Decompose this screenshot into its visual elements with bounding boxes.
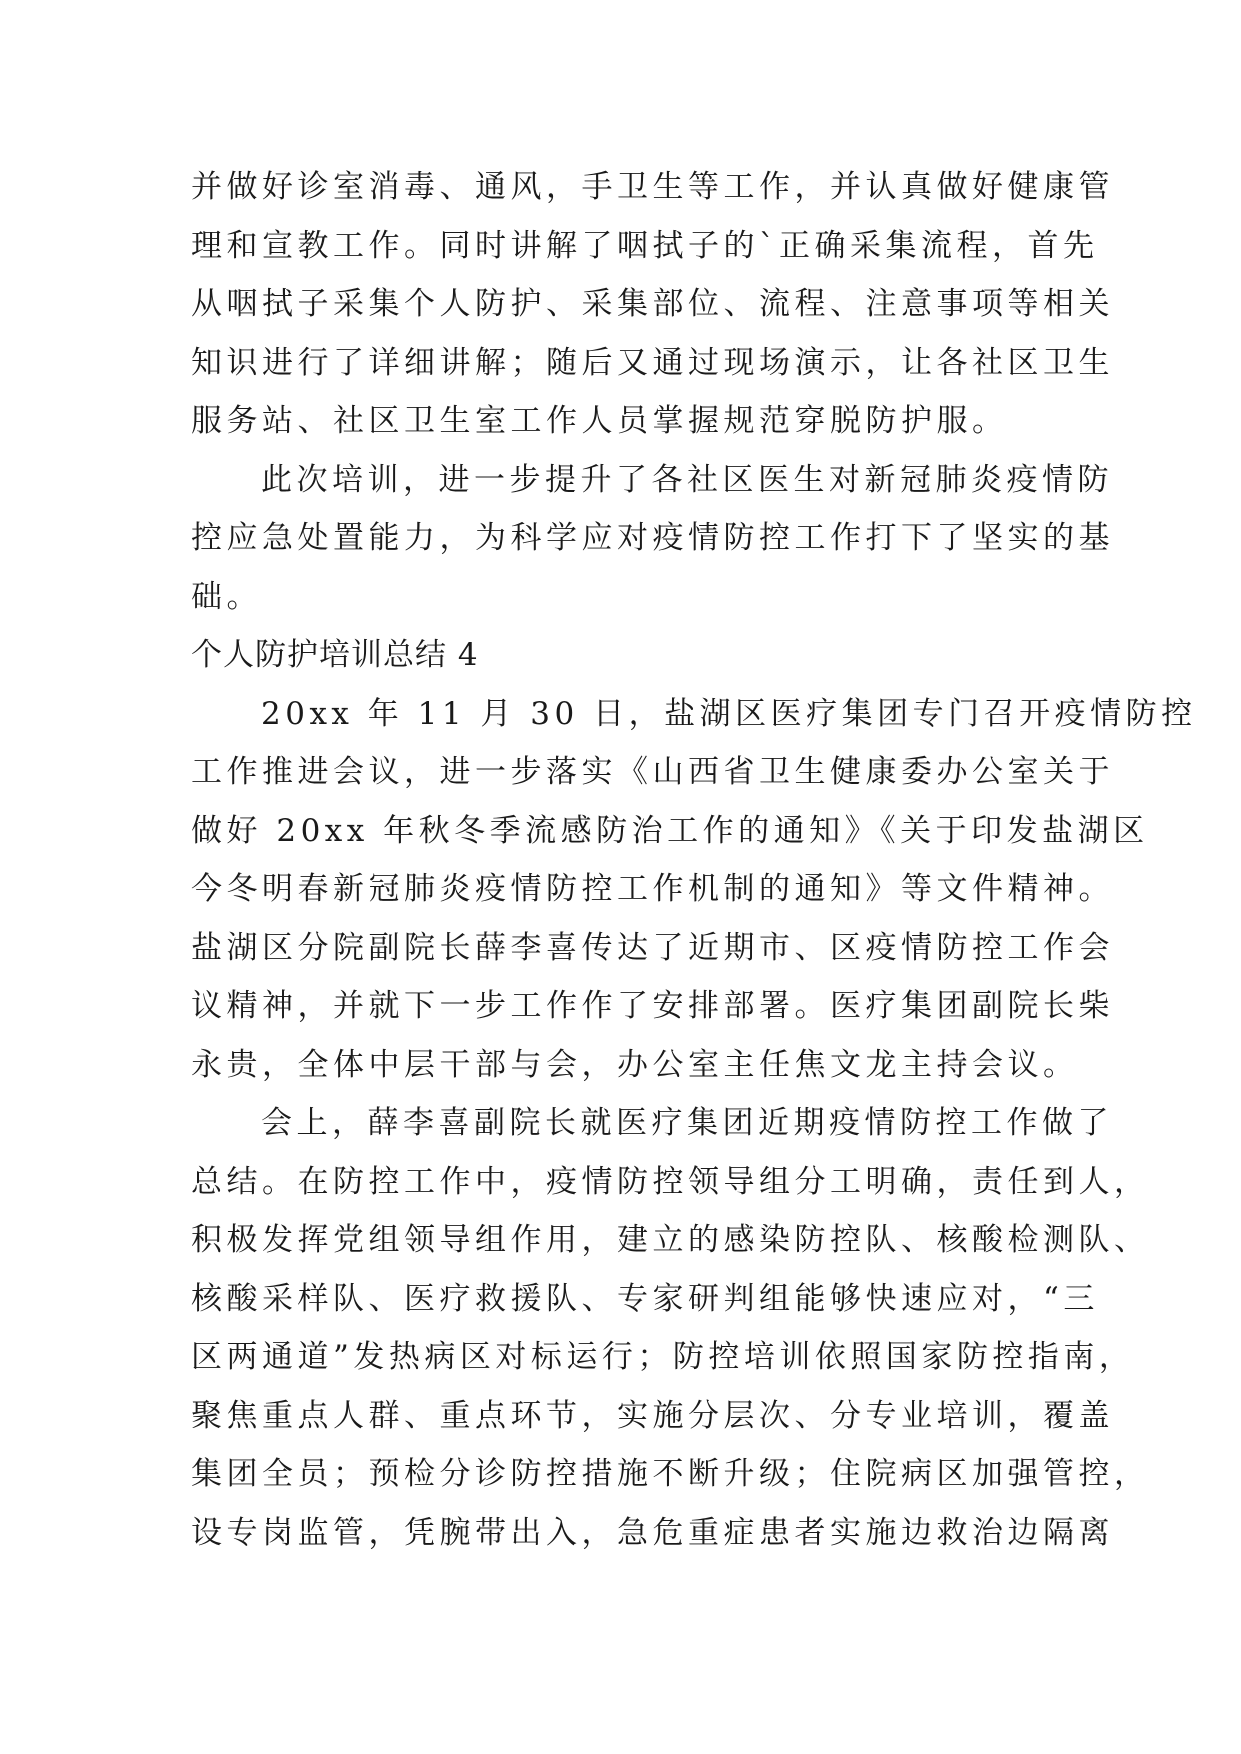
body-line: 区两通道”发热病区对标运行；防控培训依照国家防控指南， [191,1339,1135,1375]
body-line: 盐湖区分院副院长薛李喜传达了近期市、区疫情防控工作会 [191,929,1114,966]
body-line: 聚焦重点人群、重点环节，实施分层次、分专业培训，覆盖 [191,1397,1114,1434]
document-body [191,158,1197,1562]
paragraph-first-line: 20xx 年 11 月 30 日，盐湖区医疗集团专门召开疫情防控 [261,695,1197,732]
body-line: 今冬明春新冠肺炎疫情防控工作机制的通知》等文件精神。 [191,871,1114,907]
body-line: 服务站、社区卫生室工作人员掌握规范穿脱防护服。 [191,403,1008,439]
body-line: 永贵，全体中层干部与会，办公室主任焦文龙主持会议。 [191,1046,1079,1083]
body-line: 集团全员；预检分诊防控措施不断升级；住院病区加强管控， [191,1456,1150,1492]
body-line: 理和宣教工作。同时讲解了咽拭子的`正确采集流程，首先 [191,227,1099,264]
body-line: 积极发挥党组领导组作用，建立的感染防控队、核酸检测队、 [191,1222,1150,1258]
body-line: 做好 20xx 年秋冬季流感防治工作的通知》《关于印发盐湖区 [191,812,1149,849]
body-line: 核酸采样队、医疗救援队、专家研判组能够快速应对，“三 [191,1280,1099,1317]
body-line: 知识进行了详细讲解；随后又通过现场演示，让各社区卫生 [191,344,1114,381]
body-line: 控应急处置能力，为科学应对疫情防控工作打下了坚实的基 [191,520,1114,556]
paragraph-first-line: 会上，薛李喜副院长就医疗集团近期疫情防控工作做了 [261,1105,1113,1141]
section-heading: 个人防护培训总结 4 [191,637,479,673]
body-line: 工作推进会议，进一步落实《山西省卫生健康委办公室关于 [191,754,1114,790]
body-line: 础。 [191,578,262,615]
body-line: 议精神，并就下一步工作作了安排部署。医疗集团副院长柴 [191,988,1114,1024]
body-line: 设专岗监管，凭腕带出入，急危重症患者实施边救治边隔离 [191,1514,1114,1551]
body-line: 并做好诊室消毒、通风，手卫生等工作，并认真做好健康管 [191,169,1114,205]
body-line: 总结。在防控工作中，疫情防控领导组分工明确，责任到人， [191,1163,1150,1200]
body-line: 从咽拭子采集个人防护、采集部位、流程、注意事项等相关 [191,286,1114,322]
paragraph-first-line: 此次培训，进一步提升了各社区医生对新冠肺炎疫情防 [261,461,1113,498]
